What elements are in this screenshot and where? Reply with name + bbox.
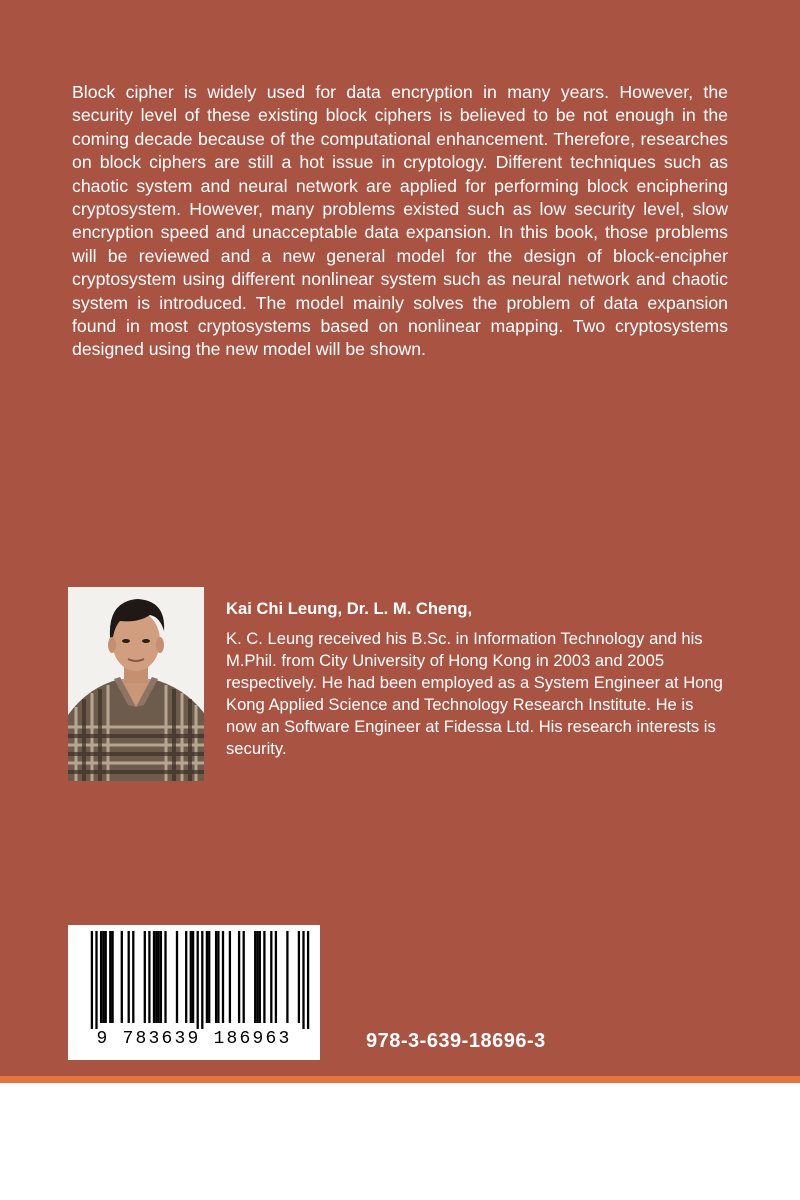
barcode xyxy=(68,925,320,1060)
author-name: Kai Chi Leung, Dr. L. M. Cheng, xyxy=(226,599,473,618)
barcode-bar xyxy=(201,931,203,1029)
barcode-bar xyxy=(215,931,217,1023)
barcode-bar xyxy=(176,931,178,1023)
barcode-bars xyxy=(68,925,320,1029)
author-photo xyxy=(68,587,204,781)
barcode-bar xyxy=(256,931,258,1023)
author-portrait-image xyxy=(68,587,204,781)
barcode-bar xyxy=(157,931,159,1023)
barcode-bar xyxy=(298,931,300,1023)
isbn-number: 978-3-639-18696-3 xyxy=(366,1030,546,1052)
barcode-bar xyxy=(286,931,288,1023)
barcode-bar xyxy=(270,931,272,1023)
barcode-bar xyxy=(190,931,192,1023)
barcode-bar xyxy=(128,931,130,1023)
barcode-bar xyxy=(275,931,277,1023)
barcode-bar xyxy=(100,931,102,1023)
barcode-digits: 9 783639 186963 xyxy=(96,1029,292,1049)
barcode-bar xyxy=(238,931,240,1023)
author-bio: K. C. Leung received his B.Sc. in Information Technology and his M.Phil. from City University of Hong Kong in 2003 and 2005 respectively. He had been employed as a System Engineer at Hong Kong Applied Science and Technology Research Institute. He is now an Software Engineer at Fidessa Ltd. His research interests is security. xyxy=(226,629,723,758)
barcode-bar xyxy=(302,931,304,1029)
barcode-bar xyxy=(243,931,245,1023)
barcode-bar xyxy=(95,931,97,1029)
barcode-bar xyxy=(105,931,107,1023)
barcode-bar xyxy=(111,931,113,1023)
barcode-bar xyxy=(229,931,231,1023)
bottom-stripe xyxy=(0,1076,800,1083)
barcode-bar xyxy=(160,931,162,1023)
barcode-bar xyxy=(155,931,157,1023)
barcode-bar xyxy=(192,931,194,1023)
barcode-bar xyxy=(185,931,187,1023)
barcode-bar xyxy=(144,931,146,1023)
barcode-bar xyxy=(208,931,210,1023)
barcode-bar xyxy=(121,931,123,1023)
barcode-bar xyxy=(109,931,111,1023)
barcode-bar xyxy=(102,931,104,1023)
barcode-bar xyxy=(263,931,265,1023)
barcode-bar xyxy=(164,931,166,1023)
barcode-bar xyxy=(153,931,155,1023)
barcode-bar xyxy=(91,931,93,1029)
barcode-bar xyxy=(197,931,199,1029)
barcode-bar xyxy=(206,931,208,1023)
barcode-bar xyxy=(148,931,150,1023)
book-description: Block cipher is widely used for data encryption in many years. However, the security level of these existing block ciphers is believed to be not enough in the coming decade because of the computational enhancement. Therefore, researches on block ciphers are still a hot issue in cryptology. Different techniques such as chaotic system and neural network are applied for performing block enciphering cryptosystem. However, many problems existed such as low security level, slow encryption speed and unacceptable data expansion. In this book, those problems will be reviewed and a new general model for the design of block-encipher cryptosystem using different nonlinear system such as neural network and chaotic system is introduced. The model mainly solves the problem of data expansion found in most cryptosystems based on nonlinear mapping. Two cryptosystems designed using the new model will be shown. xyxy=(72,82,728,360)
barcode-bar xyxy=(259,931,261,1023)
barcode-bar xyxy=(222,931,224,1023)
barcode-bar xyxy=(307,931,309,1029)
barcode-bar xyxy=(132,931,134,1023)
barcode-bar xyxy=(254,931,256,1023)
barcode-bar xyxy=(217,931,219,1023)
